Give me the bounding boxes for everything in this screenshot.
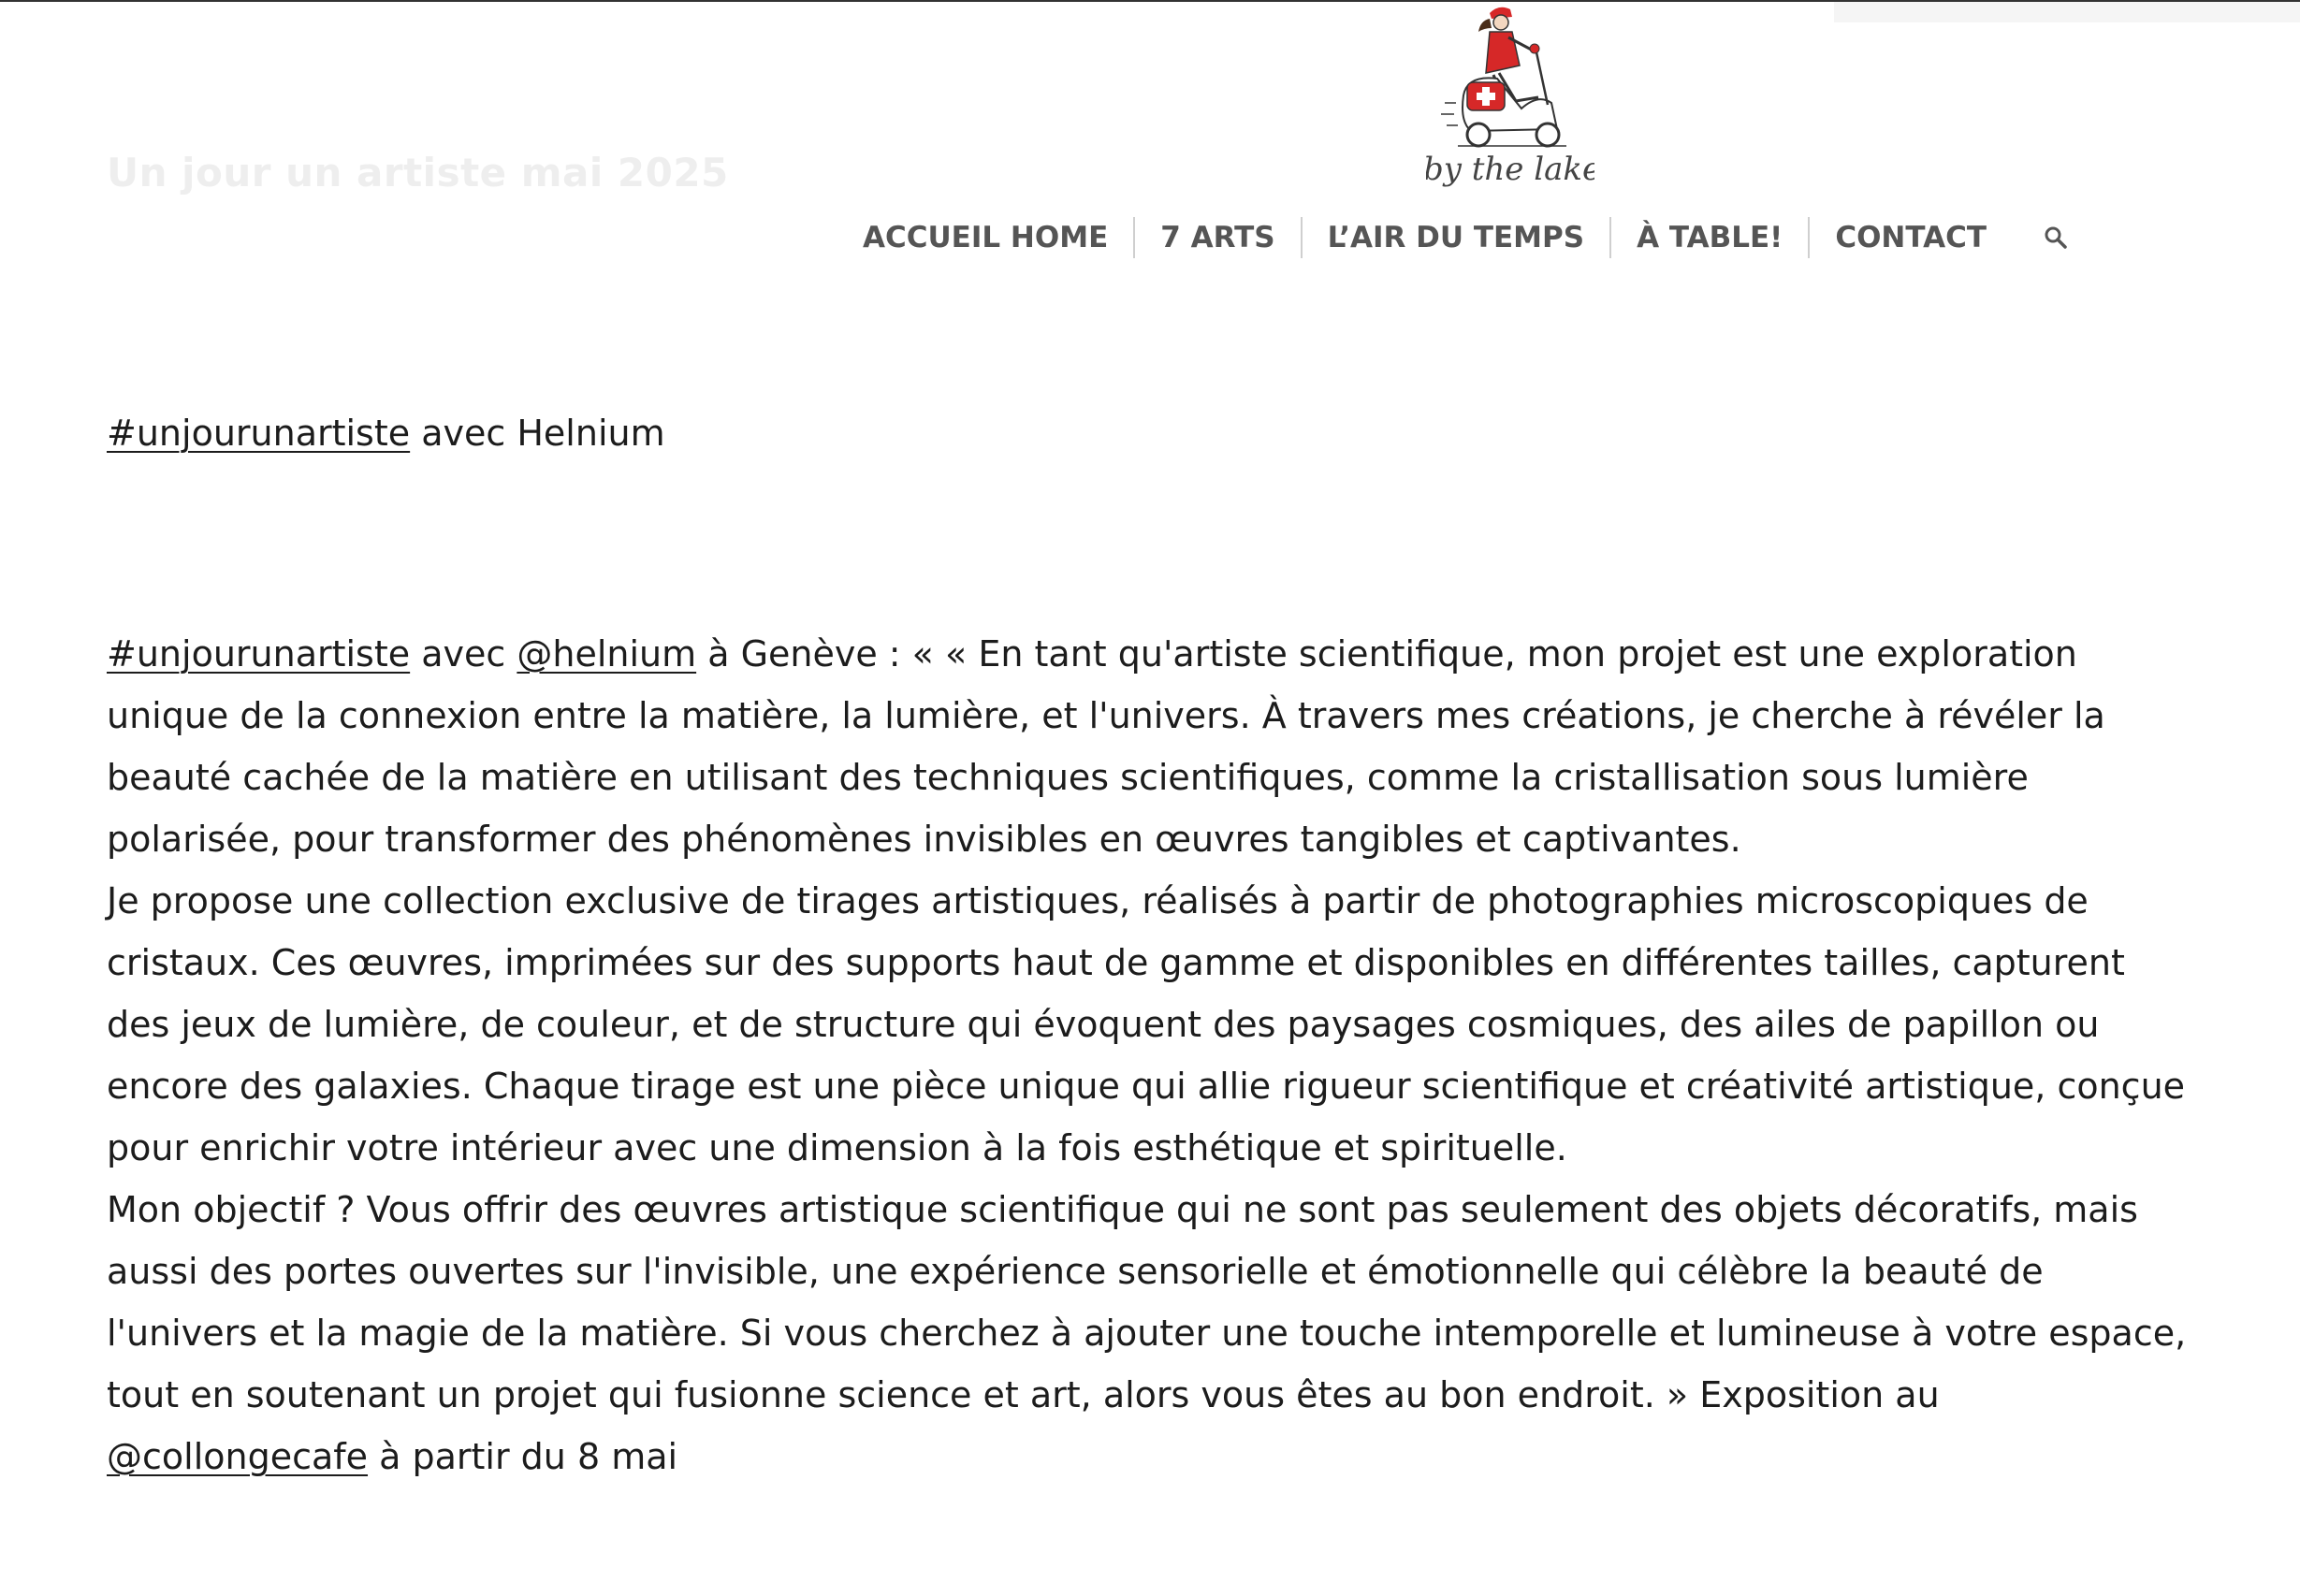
mention-link-helnium[interactable]: @helnium bbox=[517, 633, 697, 675]
nav-search-button[interactable] bbox=[2012, 217, 2068, 258]
paragraph-text: à Genève : « « En tant qu'artiste scientifique, mon projet est une exploration unique de la connexion entre la matière, la lumière, et l'univers. À travers mes créations, je cherche à révéler la beauté cachée de la matière en utilisant des techniques scientifiques, comme la cristallisation sous lumière polarisée, pour transformer des phénomènes invisibles en œuvres tangibles et captivantes. bbox=[107, 633, 2105, 860]
nav-item-air-du-temps[interactable]: L’AIR DU TEMPS bbox=[1303, 217, 1612, 258]
page-title: Un jour un artiste mai 2025 bbox=[107, 150, 729, 196]
nav-item-7-arts[interactable]: 7 ARTS bbox=[1135, 217, 1302, 258]
search-icon bbox=[2044, 225, 2068, 250]
logo-scooter-girl-icon bbox=[1426, 0, 1594, 196]
article-content bbox=[107, 402, 2193, 1487]
article-subtitle bbox=[107, 402, 2193, 464]
svg-text:by the lake: by the lake bbox=[1426, 151, 1594, 188]
nav-item-contact[interactable]: CONTACT bbox=[1835, 221, 1987, 254]
paragraph-text: à partir du 8 mai bbox=[368, 1436, 678, 1477]
article-body bbox=[107, 623, 2193, 1487]
paragraph-intro bbox=[107, 623, 2193, 870]
mention-link-collongecafe[interactable]: @collongecafe bbox=[107, 1436, 369, 1477]
paragraph-collection: Je propose une collection exclusive de tirages artistiques, réalisés à partir de photographies microscopiques de cristaux. Ces œuvres, imprimées sur des supports haut de gamme et disponibles en différentes tailles, capturent des jeux de lumière, de couleur, et de structure qui évoquent des paysages cosmiques, des ailes de papillon ou encore des galaxies. Chaque tirage est une pièce unique qui allie rigueur scientifique et créativité artistique, conçue pour enrichir votre intérieur avec une dimension à la fois esthétique et spirituelle. bbox=[107, 880, 2186, 1168]
hashtag-link[interactable]: #unjourunartiste bbox=[107, 633, 411, 675]
nav-item-accueil-home[interactable]: ACCUEIL HOME bbox=[863, 217, 1135, 258]
site-logo[interactable] bbox=[1426, 0, 1594, 196]
paragraph-text: Mon objectif ? Vous offrir des œuvres artistique scientifique qui ne sont pas seulement des objets décoratifs, mais aussi des portes ouvertes sur l'invisible, une expérience sensorielle et émotionnelle qui célèbre la beauté de l'univers et la magie de la matière. Si vous cherchez à ajouter une touche intemporelle et lumineuse à votre espace, tout en soutenant un projet qui fusionne science et art, alors vous êtes au bon endroit. » Exposition au bbox=[107, 1189, 2187, 1415]
paragraph-objective bbox=[107, 1179, 2193, 1487]
hashtag-link[interactable]: #unjourunartiste bbox=[107, 413, 411, 454]
paragraph-text: avec bbox=[410, 633, 517, 675]
subtitle-text: avec Helnium bbox=[410, 413, 665, 454]
site-header bbox=[0, 0, 2300, 281]
nav-item-a-table[interactable]: À TABLE! bbox=[1611, 217, 1810, 258]
main-nav bbox=[863, 211, 2068, 264]
